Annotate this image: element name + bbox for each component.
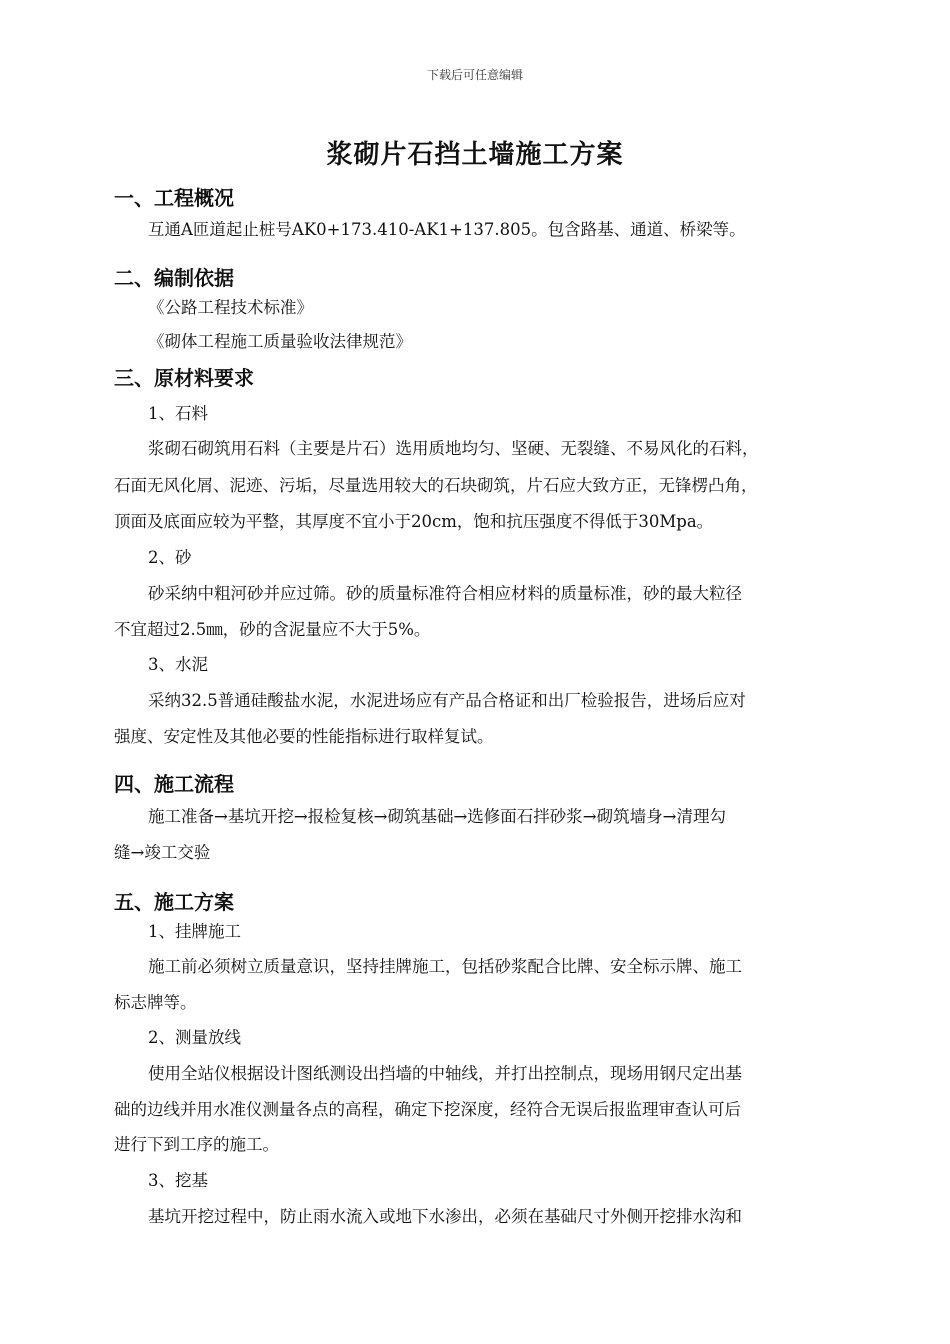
reference-standard-1: 《公路工程技术标准》 (148, 298, 313, 317)
stone-paragraph-line: 石面无风化屑、泥迹、污垢，尽量选用较大的石块砌筑，片石应大致方正，无锋楞凸角， (114, 476, 758, 495)
signage-subheading: 1、挂牌施工 (148, 922, 241, 941)
stone-paragraph-line: 浆砌石砌筑用石料（主要是片石）选用质地均匀、坚硬、无裂缝、不易风化的石料， (148, 439, 759, 458)
project-overview-text: 互通A匝道起止桩号AK0+173.410-AK1+137.805。包含路基、通道、桥梁等。 (148, 220, 746, 239)
survey-paragraph-line: 使用全站仪根据设计图纸测设出挡墙的中轴线，并打出控制点，现场用钢尺定出基 (148, 1064, 742, 1083)
cement-paragraph-line: 采纳32.5普通硅酸盐水泥，水泥进场应有产品合格证和出厂检验报告，进场后应对 (148, 691, 746, 710)
cement-paragraph-line: 强度、安定性及其他必要的性能指标进行取样复试。 (114, 727, 494, 746)
document-title: 浆砌片石挡土墙施工方案 (326, 140, 624, 170)
stone-paragraph-line: 顶面及底面应较为平整，其厚度不宜小于20cm，饱和抗压强度不得低于30Mpa。 (114, 512, 714, 531)
sand-subheading: 2、砂 (148, 548, 192, 567)
section-2-heading: 二、编制依据 (114, 266, 234, 290)
survey-paragraph-line: 进行下到工序的施工。 (114, 1135, 279, 1154)
excavation-subheading: 3、挖基 (148, 1171, 208, 1190)
sand-paragraph-line: 砂采纳中粗河砂并应过筛。砂的质量标准符合相应材料的质量标准，砂的最大粒径 (148, 584, 742, 603)
sand-paragraph-line: 不宜超过2.5㎜，砂的含泥量应不大于5%。 (114, 620, 431, 639)
stone-subheading: 1、石料 (148, 404, 208, 423)
survey-paragraph-line: 础的边线并用水准仪测量各点的高程，确定下挖深度，经符合无误后报监理审查认可后 (114, 1100, 741, 1119)
signage-paragraph-line: 施工前必须树立质量意识，坚持挂牌施工，包括砂浆配合比牌、安全标示牌、施工 (148, 957, 742, 976)
section-3-heading: 三、原材料要求 (114, 366, 254, 390)
process-flow-line: 缝→竣工交验 (114, 843, 211, 862)
survey-subheading: 2、测量放线 (148, 1028, 241, 1047)
reference-standard-2: 《砌体工程施工质量验收法律规范》 (148, 332, 412, 351)
signage-paragraph-line: 标志牌等。 (114, 993, 197, 1012)
page-header: 下载后可任意编辑 (426, 68, 523, 82)
section-5-heading: 五、施工方案 (114, 890, 234, 914)
cement-subheading: 3、水泥 (148, 655, 208, 674)
section-4-heading: 四、施工流程 (114, 772, 234, 796)
excavation-paragraph-line: 基坑开挖过程中，防止雨水流入或地下水渗出，必须在基础尺寸外侧开挖排水沟和 (148, 1207, 742, 1226)
process-flow-line: 施工准备→基坑开挖→报检复核→砌筑基础→选修面石拌砂浆→砌筑墙身→清理勾 (148, 807, 726, 826)
section-1-heading: 一、工程概况 (114, 186, 234, 210)
